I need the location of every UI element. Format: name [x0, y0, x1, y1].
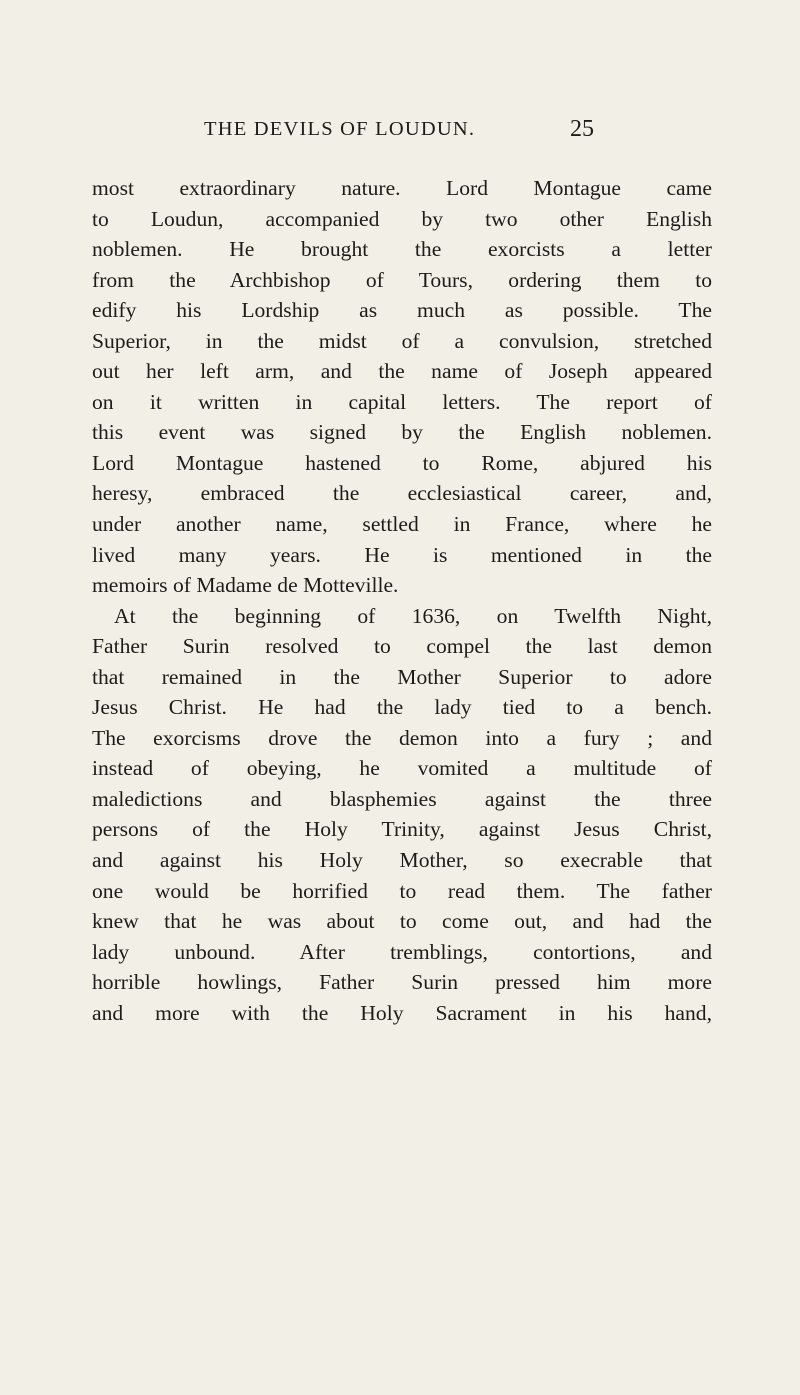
text-line: Father Surin resolved to compel the last demon [92, 634, 712, 659]
text-line: under another name, settled in France, where he [92, 512, 712, 537]
text-line: out her left arm, and the name of Joseph appeared [92, 359, 712, 384]
text-line: knew that he was about to come out, and had the [92, 909, 712, 934]
text-line: noblemen. He brought the exorcists a letter [92, 237, 712, 262]
running-title: THE DEVILS OF LOUDUN. [204, 118, 476, 140]
text-line: and against his Holy Mother, so execrable that [92, 848, 712, 873]
paragraph-start-line: At the beginning of 1636, on Twelfth Night, [114, 603, 712, 628]
page-number: 25 [570, 116, 594, 142]
text-line: to Loudun, accompanied by two other English [92, 206, 712, 231]
text-line: persons of the Holy Trinity, against Jesus Christ, [92, 817, 712, 842]
text-line: maledictions and blasphemies against the three [92, 786, 712, 811]
text-line: edify his Lordship as much as possible. The [92, 298, 712, 323]
text-line: Lord Montague hastened to Rome, abjured his [92, 450, 712, 475]
text-line: lived many years. He is mentioned in the [92, 542, 712, 567]
text-line: and more with the Holy Sacrament in his hand, [92, 1000, 712, 1025]
text-line: Superior, in the midst of a convulsion, stretched [92, 328, 712, 353]
running-head [204, 118, 594, 152]
text-line: Jesus Christ. He had the lady tied to a bench. [92, 695, 712, 720]
text-line: instead of obeying, he vomited a multitude of [92, 756, 712, 781]
text-line: on it written in capital letters. The report of [92, 389, 712, 414]
text-line: from the Archbishop of Tours, ordering them to [92, 267, 712, 292]
text-line: most extraordinary nature. Lord Montague came [92, 176, 712, 200]
text-line: this event was signed by the English noblemen. [92, 420, 712, 445]
text-line: heresy, embraced the ecclesiastical career, and, [92, 481, 712, 506]
text-line: The exorcisms drove the demon into a fury ; and [92, 725, 712, 750]
text-line: that remained in the Mother Superior to adore [92, 664, 712, 689]
text-line: one would be horrified to read them. The father [92, 878, 712, 903]
text-line: horrible howlings, Father Surin pressed him more [92, 970, 712, 995]
body-text [92, 173, 712, 1028]
text-line: lady unbound. After tremblings, contortions, and [92, 939, 712, 964]
paragraph-end-line: memoirs of Madame de Motteville. [92, 573, 399, 598]
